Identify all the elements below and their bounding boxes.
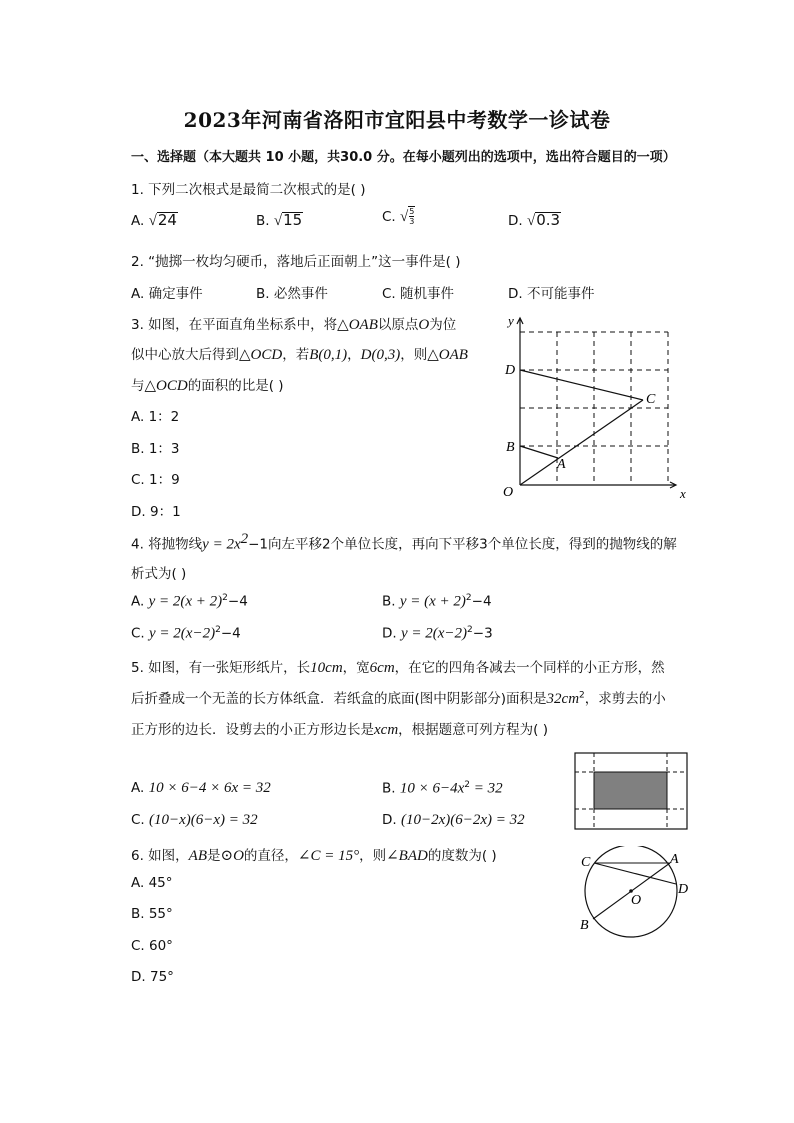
q6-point-c: C xyxy=(581,855,591,870)
q1-b-label: B. xyxy=(256,213,270,229)
q3-point-d: D xyxy=(505,363,516,378)
question-5-line3: 正方形的边长．设剪去的小正方形边长是xcm，根据题意可列方程为( ) xyxy=(131,722,548,738)
q1-option-a[interactable]: A. √24 xyxy=(131,211,177,229)
q1-c-label: C. xyxy=(382,209,396,225)
q3-point-c: C xyxy=(646,392,656,407)
question-3-line3: 与△OCD的面积的比是( ) xyxy=(131,378,284,394)
q3-point-b: B xyxy=(506,440,515,455)
q3-y-axis-label: y xyxy=(508,313,514,328)
q6-option-c[interactable]: C. 60° xyxy=(131,938,173,954)
question-3-line2: 似中心放大后得到△OCD，若B(0,1)，D(0,3)，则△OAB xyxy=(131,347,468,363)
q1-option-b[interactable]: B. √15 xyxy=(256,211,303,229)
q4-option-c[interactable]: C. $y = 2(x-2)^2-4$ xyxy=(131,625,241,642)
q3-option-b[interactable]: B. 1：3 xyxy=(131,441,180,457)
q2-option-b[interactable]: B. 必然事件 xyxy=(256,286,328,302)
q6-option-b[interactable]: B. 55° xyxy=(131,906,173,922)
q5-paper-figure xyxy=(574,752,690,832)
question-2-stem: 2. “抛掷一枚均匀硬币，落地后正面朝上”这一事件是( ) xyxy=(131,254,461,270)
q3-point-o: O xyxy=(503,485,514,500)
q2-option-a[interactable]: A. 确定事件 xyxy=(131,286,203,302)
question-6-stem: 6. 如图，AB是⊙O的直径，∠C = 15°，则∠BAD的度数为( ) xyxy=(131,848,497,864)
q2-option-c[interactable]: C. 随机事件 xyxy=(382,286,455,302)
q3-option-c[interactable]: C. 1：9 xyxy=(131,472,180,488)
q3-coordinate-figure xyxy=(498,310,698,505)
q1-d-radicand: 0.3 xyxy=(536,211,561,229)
q5-option-c[interactable]: C. (10−x)(6−x) = 32 xyxy=(131,812,258,828)
q3-x-axis-label: x xyxy=(680,486,686,501)
question-3-line1: 3. 如图，在平面直角坐标系中，将△OAB以原点O为位 xyxy=(131,317,457,333)
q2-option-d[interactable]: D. 不可能事件 xyxy=(508,286,595,302)
q3-point-a: A xyxy=(557,457,566,472)
question-1-stem: 1. 下列二次根式是最简二次根式的是( ) xyxy=(131,182,366,198)
q6-point-d: D xyxy=(678,882,689,897)
q1-c-numerator: 5 xyxy=(409,207,415,216)
page-title: 2023年河南省洛阳市宜阳县中考数学一诊试卷 xyxy=(183,108,611,132)
q1-c-denominator: 3 xyxy=(409,217,415,226)
q6-option-d[interactable]: D. 75° xyxy=(131,969,174,985)
q5-shaded-base xyxy=(594,772,667,809)
question-5-line2: 后折叠成一个无盖的长方体纸盒．若纸盒的底面(图中阴影部分)面积是$32cm^2$，求剪去的小 xyxy=(131,690,666,707)
q6-option-a[interactable]: A. 45° xyxy=(131,875,173,891)
q5-option-b[interactable]: B. $10 \times 6-4x^2 = 32$ xyxy=(382,780,503,797)
q1-option-d[interactable]: D. √0.3 xyxy=(508,211,561,229)
q4-option-d[interactable]: D. $y = 2(x-2)^2-3$ xyxy=(382,625,493,642)
q5-option-d[interactable]: D. (10−2x)(6−2x) = 32 xyxy=(382,812,525,828)
q5-option-a[interactable]: A. 10 × 6−4 × 6x = 32 xyxy=(131,780,271,796)
q6-point-b: B xyxy=(580,918,589,933)
q3-option-d[interactable]: D. 9：1 xyxy=(131,504,181,520)
q6-circle-figure xyxy=(574,846,694,946)
q6-point-o: O xyxy=(631,893,642,908)
question-5-line1: 5. 如图，有一张矩形纸片，长10cm，宽6cm，在它的四角各减去一个同样的小正方形，然 xyxy=(131,660,665,676)
q1-option-c[interactable]: C. √ $\frac{5}{3}$ xyxy=(382,207,415,226)
q4-option-a[interactable]: A. $y = 2(x + 2)^2-4$ xyxy=(131,593,248,610)
question-4-line2: 析式为( ) xyxy=(131,566,187,582)
q6-point-a: A xyxy=(670,852,679,867)
question-4-line1: 4. 将抛物线$y = 2x^2-1$向左平移2个单位长度，再向下平移3个单位长度，得到的抛物线的解 xyxy=(131,531,677,553)
q1-b-radicand: 15 xyxy=(283,211,303,229)
q1-a-radicand: 24 xyxy=(157,211,177,229)
section-heading: 一、选择题（本大题共 10 小题，共30.0 分。在每小题列出的选项中，选出符合题目的一项） xyxy=(131,150,676,165)
q1-d-label: D. xyxy=(508,213,523,229)
q3-option-a[interactable]: A. 1：2 xyxy=(131,409,180,425)
q1-a-label: A. xyxy=(131,213,145,229)
q4-option-b[interactable]: B. $y = (x + 2)^2-4$ xyxy=(382,593,492,610)
